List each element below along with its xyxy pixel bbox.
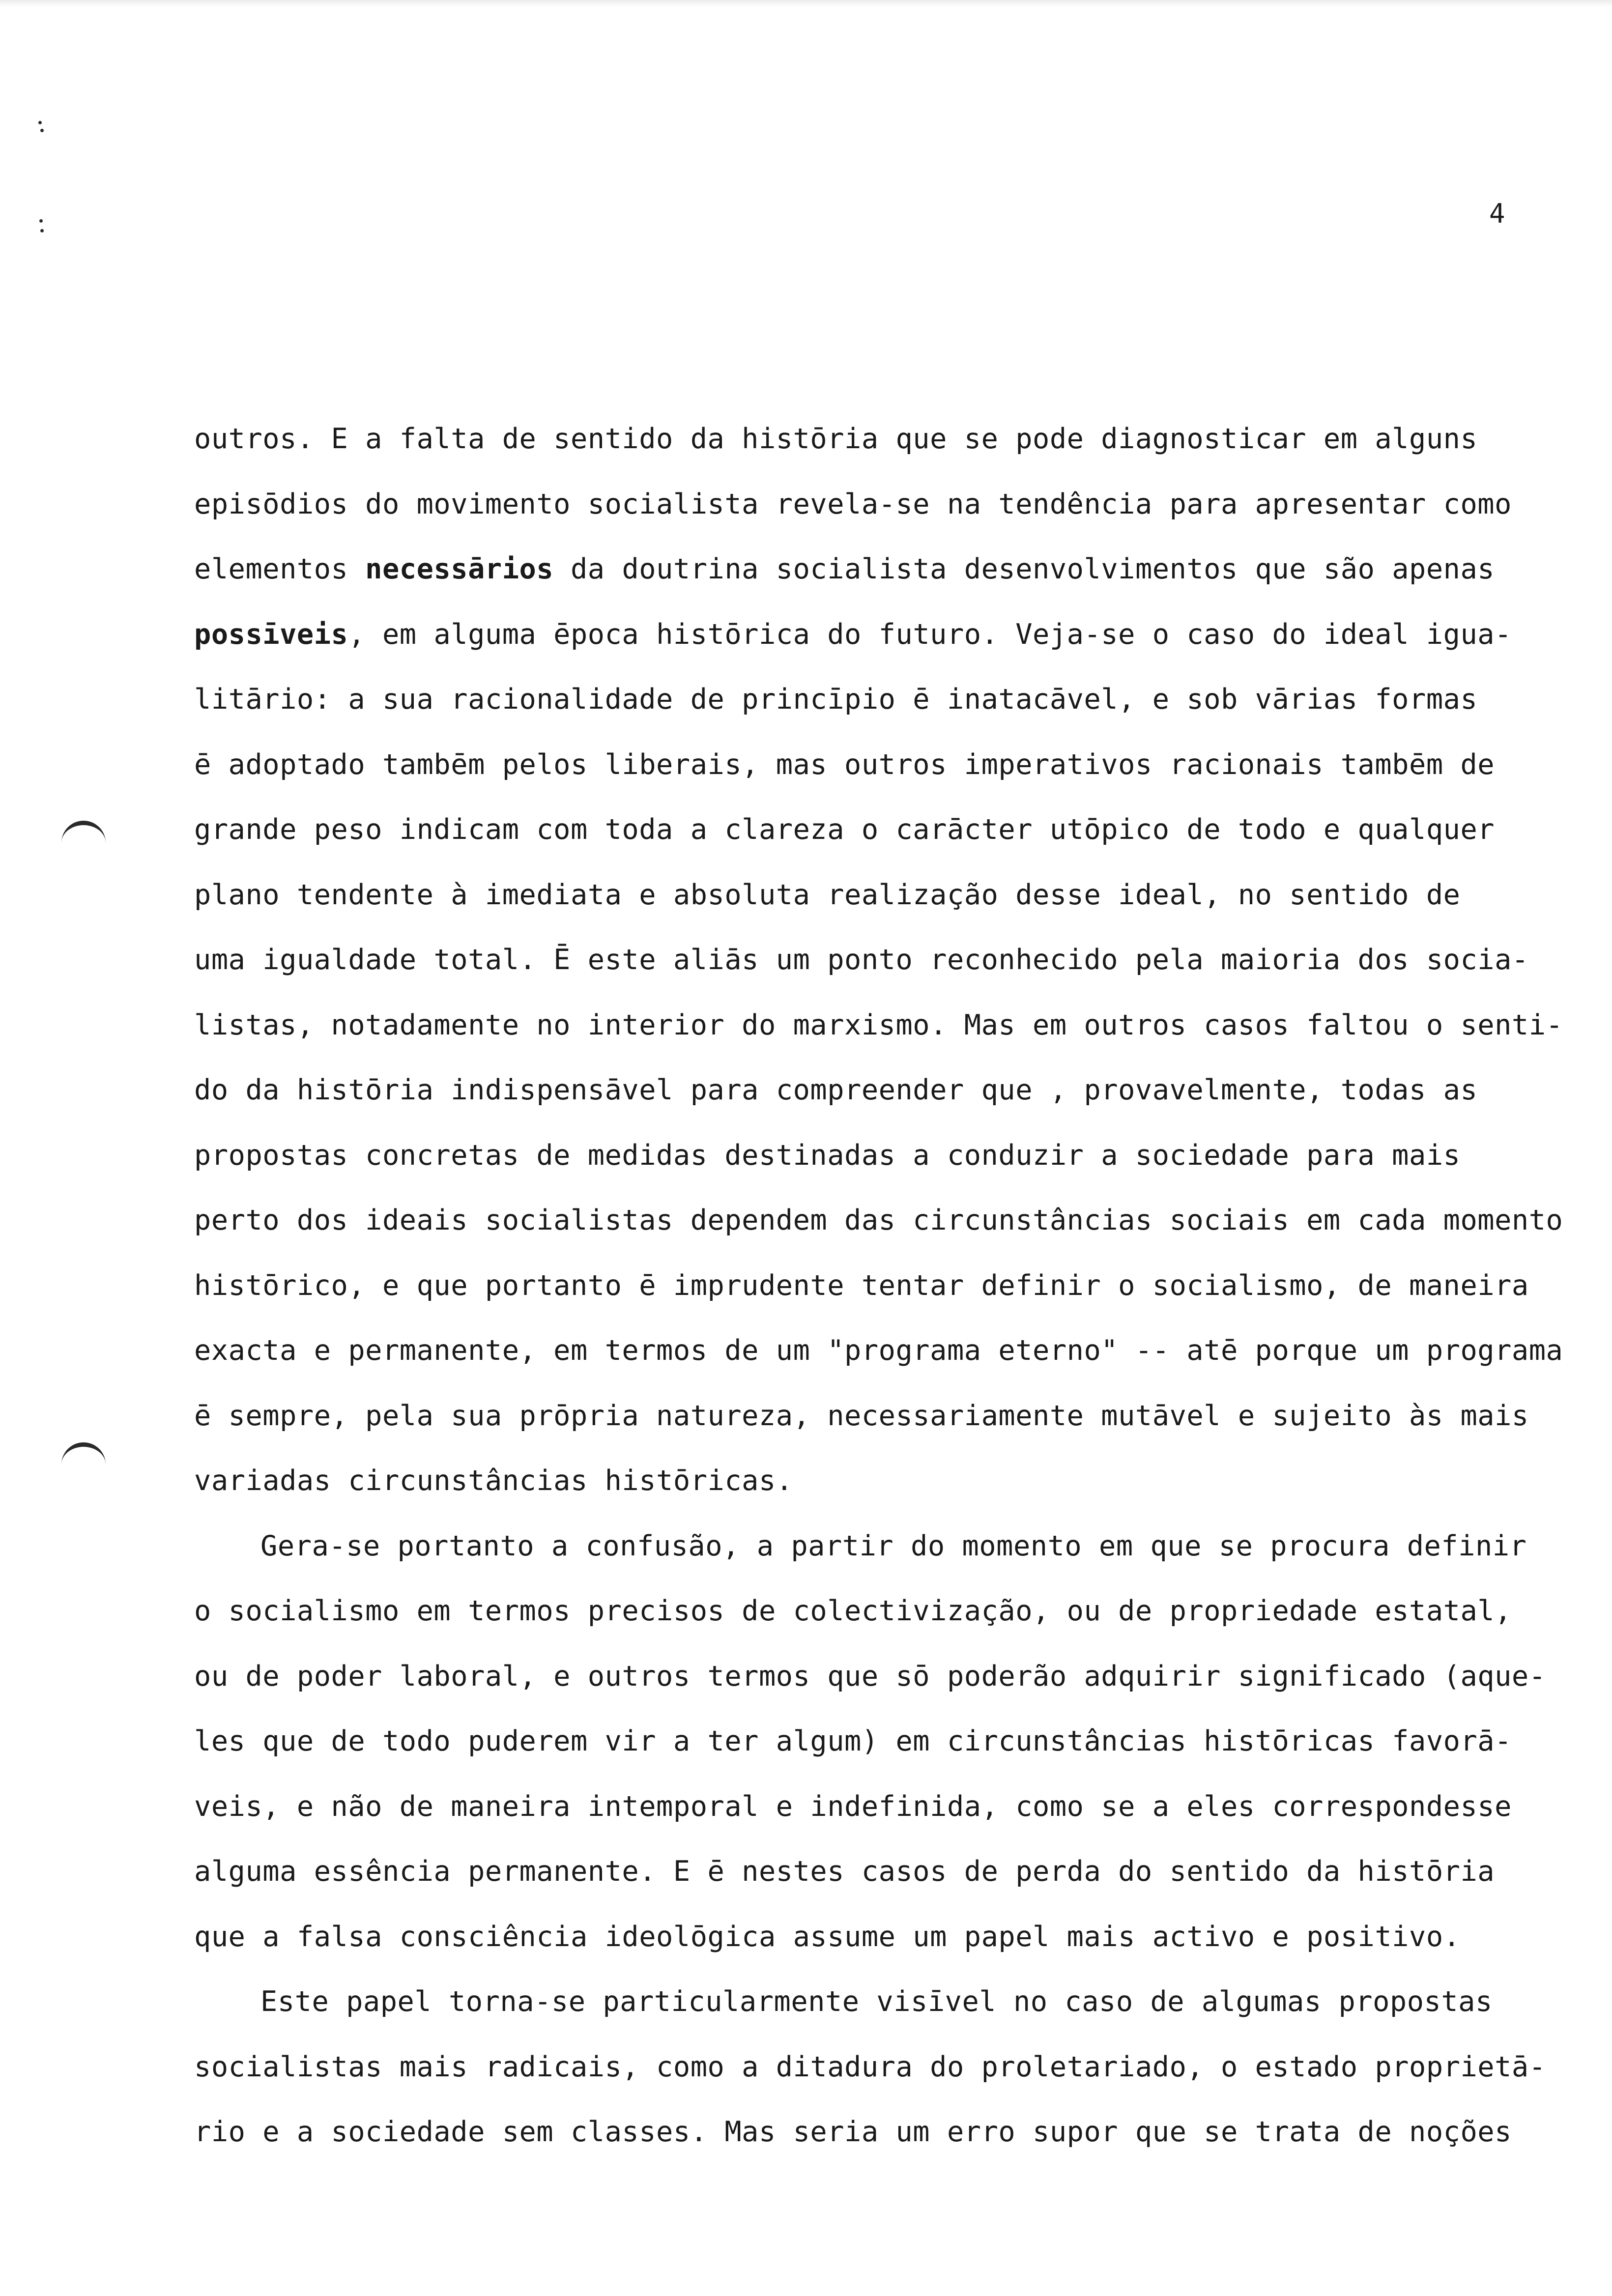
text-line: ē adoptado tambēm pelos liberais, mas outros imperativos racionais tambēm de xyxy=(194,748,1495,781)
text-segment: elementos xyxy=(194,553,366,585)
text-line: exacta e permanente, em termos de um "programa eterno" -- atē porque um programa xyxy=(194,1334,1563,1367)
text-line: Este papel torna-se particularmente visīvel no caso de algumas propostas xyxy=(260,1985,1493,2018)
text-line: plano tendente à imediata e absoluta realização desse ideal, no sentido de xyxy=(194,879,1461,911)
text-line: litārio: a sua racionalidade de princīpio ē inatacāvel, e sob vārias formas xyxy=(194,683,1478,716)
text-line: do da histōria indispensāvel para compreender que , provavelmente, todas as xyxy=(194,1074,1478,1106)
text-line: variadas circunstâncias histōricas. xyxy=(194,1464,793,1497)
text-line: socialistas mais radicais, como a ditadura do proletariado, o estado proprietā- xyxy=(194,2051,1546,2083)
text-line: propostas concretas de medidas destinadas a conduzir a sociedade para mais xyxy=(194,1139,1461,1172)
text-line: alguma essência permanente. E ē nestes casos de perda do sentido da histōria xyxy=(194,1855,1495,1888)
text-line: outros. E a falta de sentido da histōria que se pode diagnosticar em alguns xyxy=(194,423,1478,455)
text-line: episōdios do movimento socialista revela-se na tendência para apresentar como xyxy=(194,488,1512,520)
text-segment: , em alguma ēpoca histōrica do futuro. Veja-se o caso do ideal igua- xyxy=(348,618,1512,651)
text-line xyxy=(194,618,1512,651)
text-line: uma igualdade total. Ē este aliās um ponto reconhecido pela maioria dos socia- xyxy=(194,944,1529,976)
text-line: histōrico, e que portanto ē imprudente tentar definir o socialismo, de maneira xyxy=(194,1269,1529,1302)
punch-hole-mark xyxy=(61,821,106,865)
margin-speck xyxy=(40,129,44,132)
scan-edge xyxy=(0,0,1612,7)
margin-speck xyxy=(39,219,43,223)
text-line: Gera-se portanto a confusão, a partir do momento em que se procura definir xyxy=(260,1530,1527,1562)
punch-hole-mark xyxy=(61,1442,106,1487)
text-line: grande peso indicam com toda a clareza o carācter utōpico de todo e qualquer xyxy=(194,813,1495,846)
text-line: ou de poder laboral, e outros termos que sō poderão adquirir significado (aque- xyxy=(194,1660,1546,1693)
text-line xyxy=(194,555,1495,583)
text-line: rio e a sociedade sem classes. Mas seria um erro supor que se trata de noções xyxy=(194,2116,1512,2148)
margin-speck xyxy=(38,121,42,124)
text-line: perto dos ideais socialistas dependem das circunstâncias sociais em cada momento xyxy=(194,1204,1563,1236)
text-line: veis, e não de maneira intemporal e indefinida, como se a eles correspondesse xyxy=(194,1790,1512,1823)
text-line: que a falsa consciência ideolōgica assume um papel mais activo e positivo. xyxy=(194,1921,1461,1953)
text-line: ē sempre, pela sua prōpria natureza, necessariamente mutāvel e sujeito às mais xyxy=(194,1400,1529,1432)
text-segment: da doutrina socialista desenvolvimentos que são apenas xyxy=(553,553,1495,585)
page-number: 4 xyxy=(1489,198,1505,229)
text-line: les que de todo puderem vir a ter algum) em circunstâncias histōricas favorā- xyxy=(194,1725,1512,1757)
text-line: o socialismo em termos precisos de colectivização, ou de propriedade estatal, xyxy=(194,1595,1512,1627)
margin-speck xyxy=(40,229,44,232)
bold-term: necessārios xyxy=(365,553,554,585)
bold-term: possīveis xyxy=(194,618,348,651)
text-line: listas, notadamente no interior do marxismo. Mas em outros casos faltou o senti- xyxy=(194,1009,1563,1041)
